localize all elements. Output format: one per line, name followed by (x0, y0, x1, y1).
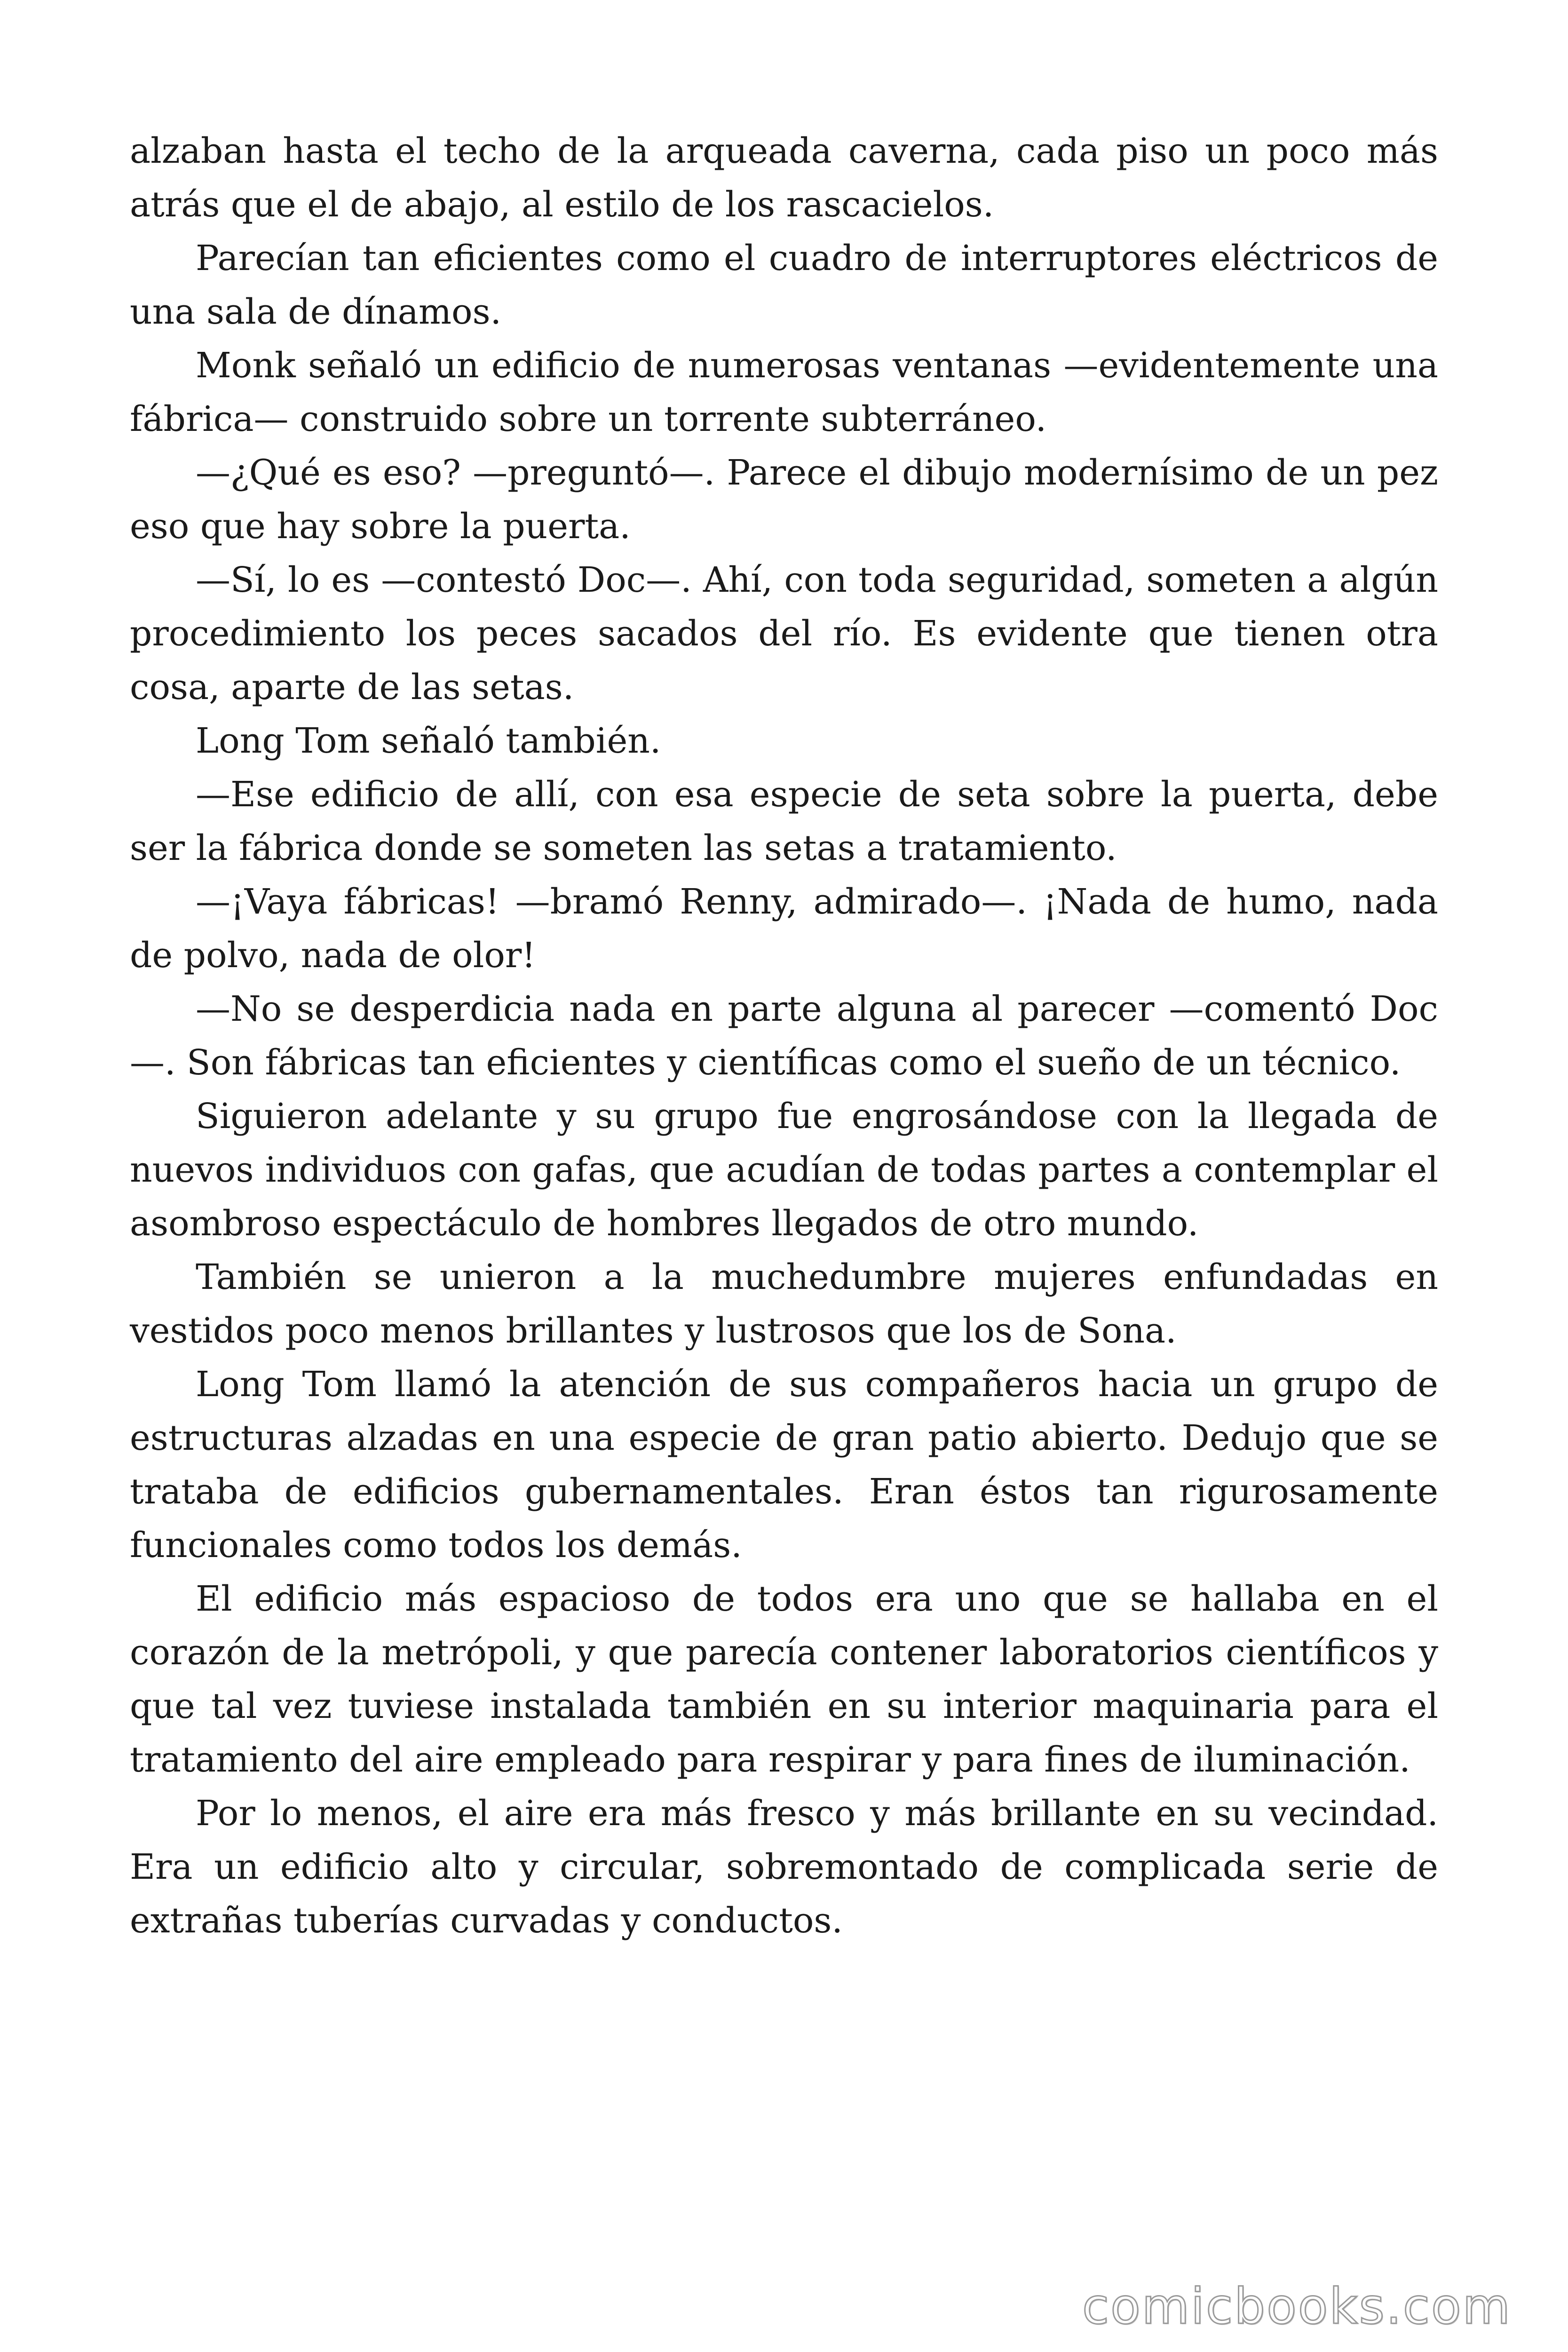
paragraph: Long Tom llamó la atención de sus compañeros hacia un grupo de estructuras alzadas en una especie de gran patio abierto. Dedujo que se trataba de edificios gubernamentales. Eran éstos tan rigurosamente funcionales como todos los demás. (130, 1364, 1438, 1565)
paragraph: —No se desperdicia nada en parte alguna al parecer —comentó Doc—. Son fábricas tan eficientes y científicas como el sueño de un técnico. (130, 989, 1438, 1083)
paragraph: También se unieron a la muchedumbre mujeres enfundadas en vestidos poco menos brillantes y lustrosos que los de Sona. (130, 1257, 1438, 1351)
paragraph: —¿Qué es eso? —preguntó—. Parece el dibujo modernísimo de un pez eso que hay sobre la puerta. (130, 453, 1438, 547)
paragraph: —Ese edificio de allí, con esa especie de seta sobre la puerta, debe ser la fábrica donde se someten las setas a tratamiento. (130, 774, 1438, 868)
paragraph: Monk señaló un edificio de numerosas ventanas —evidentemente una fábrica— construido sobre un torrente subterráneo. (130, 345, 1438, 439)
paragraph: Long Tom señaló también. (196, 721, 661, 761)
paragraph: Parecían tan eficientes como el cuadro de interruptores eléctricos de una sala de dínamos. (130, 238, 1438, 332)
paragraph: Por lo menos, el aire era más fresco y más brillante en su vecindad. Era un edificio alto y circular, sobremontado de complicada serie de extrañas tuberías curvadas y conductos. (130, 1793, 1438, 1941)
paragraph: El edificio más espacioso de todos era uno que se hallaba en el corazón de la metrópoli, y que parecía contener laboratorios científicos y que tal vez tuviese instalada también en su interior maquinaria para el tratamiento del aire empleado para respirar y para fines de iluminación. (130, 1579, 1438, 1780)
book-page-text (130, 124, 1438, 1947)
paragraph-continuation: alzaban hasta el techo de la arqueada caverna, cada piso un poco más atrás que el de abajo, al estilo de los rascacielos. (130, 131, 1438, 225)
paragraph: Siguieron adelante y su grupo fue engrosándose con la llegada de nuevos individuos con gafas, que acudían de todas partes a contemplar el asombroso espectáculo de hombres llegados de otro mundo. (130, 1096, 1438, 1244)
paragraph: —Sí, lo es —contestó Doc—. Ahí, con toda seguridad, someten a algún procedimiento los peces sacados del río. Es evidente que tienen otra cosa, aparte de las setas. (130, 560, 1438, 707)
watermark: comicbooks.com (1082, 2278, 1512, 2335)
paragraph: —¡Vaya fábricas! —bramó Renny, admirado—. ¡Nada de humo, nada de polvo, nada de olor! (130, 882, 1438, 976)
